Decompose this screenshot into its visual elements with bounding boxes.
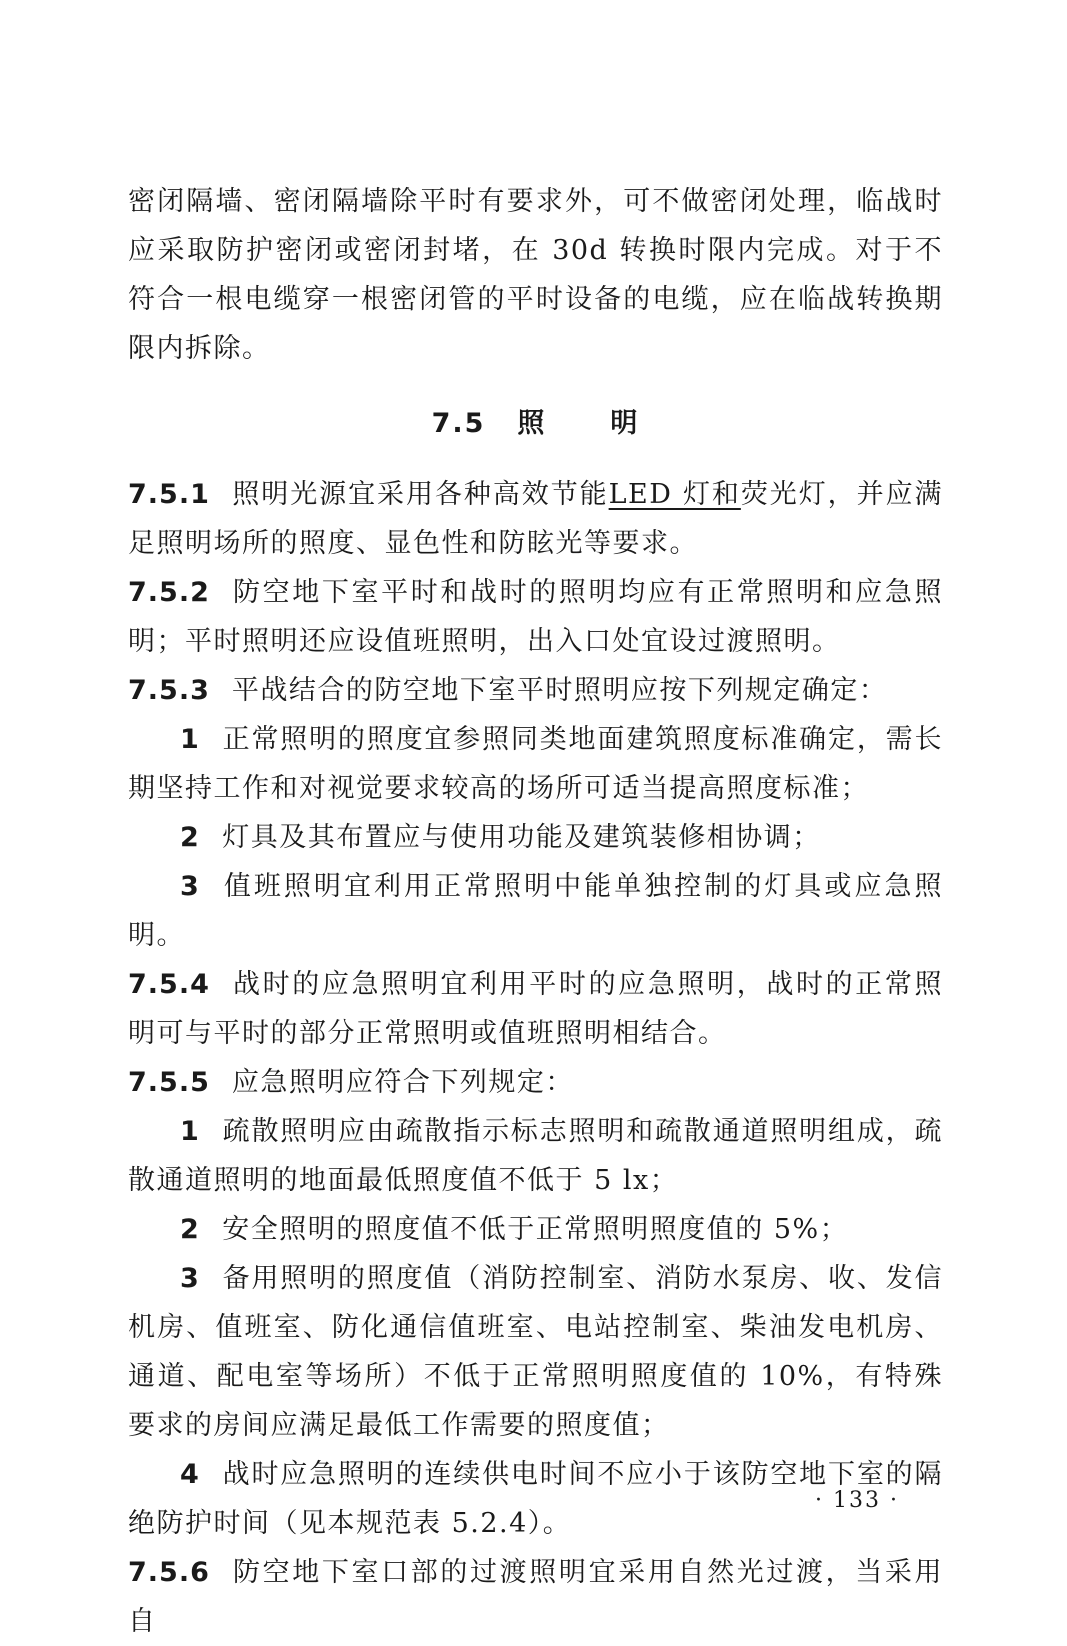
clause-7-5-3 bbox=[128, 666, 943, 715]
clause-number: 7.5.3 bbox=[128, 675, 210, 706]
clause-number: 7.5.5 bbox=[128, 1067, 210, 1098]
clause-text: 荧光灯，并应满足照明场所的照度、显色性和防眩光等要求。 bbox=[128, 479, 944, 559]
clause-text: 照明光源宜采用各种高效节能 bbox=[231, 479, 609, 510]
item-text: 备用照明的照度值（消防控制室、消防水泵房、收、发信机房、值班室、防化通信值班室、电站控制室、柴油发电机房、通道、配电室等场所）不低于正常照明照度值的 10%，有特殊要求的房间应满足最低工作需要的照度值； bbox=[128, 1263, 943, 1441]
item-text: 灯具及其布置应与使用功能及建筑装修相协调； bbox=[222, 822, 821, 853]
clause-text: 防空地下室平时和战时的照明均应有正常照明和应急照明；平时照明还应设值班照明，出入口处宜设过渡照明。 bbox=[128, 577, 943, 657]
item-number: 4 bbox=[180, 1459, 201, 1490]
item-number: 2 bbox=[180, 1214, 201, 1245]
section-heading bbox=[128, 399, 943, 448]
item-text: 战时应急照明的连续供电时间不应小于该防空地下室的隔绝防护时间（见本规范表 5.2.4）。 bbox=[128, 1459, 943, 1539]
clause-number: 7.5.6 bbox=[128, 1557, 210, 1588]
item-number: 2 bbox=[180, 822, 201, 853]
item-number: 3 bbox=[180, 1263, 201, 1294]
clause-7-5-3-item-2 bbox=[128, 813, 943, 862]
clause-7-5-4 bbox=[128, 960, 943, 1058]
clause-text: 战时的应急照明宜利用平时的应急照明，战时的正常照明可与平时的部分正常照明或值班照明相结合。 bbox=[128, 969, 943, 1049]
clause-number: 7.5.2 bbox=[128, 577, 210, 608]
clause-text: 防空地下室口部的过渡照明宜采用自然光过渡，当采用自 bbox=[128, 1557, 943, 1637]
section-number: 7.5 bbox=[431, 408, 486, 439]
item-text: 疏散照明应由疏散指示标志照明和疏散通道照明组成，疏散通道照明的地面最低照度值不低于 5 lx； bbox=[128, 1116, 943, 1196]
page-number: · 133 · bbox=[815, 1488, 899, 1513]
item-number: 1 bbox=[180, 724, 201, 755]
clause-number: 7.5.4 bbox=[128, 969, 210, 1000]
clause-7-5-3-item-3 bbox=[128, 862, 943, 960]
clause-7-5-5 bbox=[128, 1058, 943, 1107]
clause-7-5-3-item-1 bbox=[128, 715, 943, 813]
clause-text-underlined: LED 灯和 bbox=[608, 479, 741, 510]
clause-7-5-6 bbox=[128, 1548, 943, 1646]
clause-number: 7.5.1 bbox=[128, 479, 210, 510]
page-content bbox=[128, 177, 943, 1646]
item-text: 正常照明的照度宜参照同类地面建筑照度标准确定，需长期坚持工作和对视觉要求较高的场所可适当提高照度标准； bbox=[128, 724, 943, 804]
section-title-char-1: 照 bbox=[517, 408, 547, 439]
clause-text: 平战结合的防空地下室平时照明应按下列规定确定： bbox=[231, 675, 888, 706]
item-text: 安全照明的照度值不低于正常照明照度值的 5%； bbox=[222, 1214, 849, 1245]
section-title-char-2: 明 bbox=[610, 408, 640, 439]
clause-7-5-2 bbox=[128, 568, 943, 666]
intro-paragraph: 密闭隔墙、密闭隔墙除平时有要求外，可不做密闭处理，临战时应采取防护密闭或密闭封堵，在 30d 转换时限内完成。对于不符合一根电缆穿一根密闭管的平时设备的电缆，应在临战转换期限内拆除。 bbox=[128, 186, 943, 364]
clause-7-5-1 bbox=[128, 470, 943, 568]
clause-7-5-5-item-3 bbox=[128, 1254, 943, 1450]
clause-7-5-5-item-1 bbox=[128, 1107, 943, 1205]
item-text: 值班照明宜利用正常照明中能单独控制的灯具或应急照明。 bbox=[128, 871, 943, 951]
item-number: 1 bbox=[180, 1116, 201, 1147]
clause-7-5-5-item-2 bbox=[128, 1205, 943, 1254]
clause-text: 应急照明应符合下列规定： bbox=[231, 1067, 574, 1098]
item-number: 3 bbox=[180, 871, 201, 902]
